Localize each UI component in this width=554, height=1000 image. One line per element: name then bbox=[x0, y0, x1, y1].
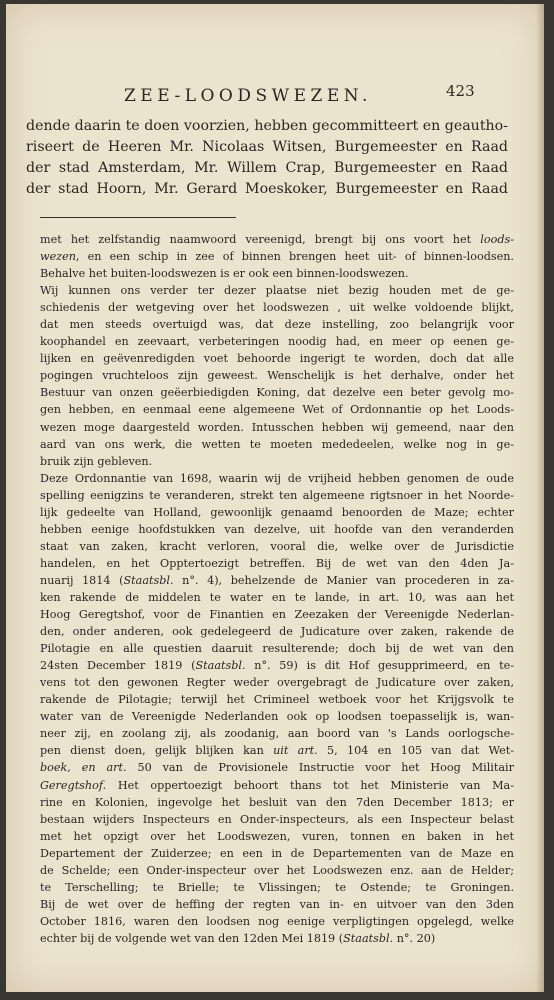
footnote-text: dat men steeds overtuigd was, dat deze instelling, zoo belangrijk voor bbox=[40, 318, 514, 332]
footnote-line bbox=[40, 436, 514, 453]
footnote-text: staat van zaken, kracht verloren, vooral die, welke over de Jurisdictie bbox=[40, 539, 514, 553]
footnote-line bbox=[40, 777, 514, 794]
footnote-italic-text: Geregtshof. bbox=[40, 778, 107, 792]
footnote-line bbox=[40, 862, 514, 879]
footnote-text: echter bij de volgende wet van den 12den Mei 1819 ( bbox=[40, 931, 344, 945]
footnote-text: Pilotagie en alle questien daaruit resulterende; doch bij de wet van den bbox=[40, 642, 514, 656]
footnote-line bbox=[40, 231, 514, 248]
footnote bbox=[40, 231, 514, 947]
footnote-text: de Schelde; een Onder-inspecteur over het Loodswezen enz. aan de Helder; bbox=[40, 863, 514, 877]
footnote-text: nuarij 1814 ( bbox=[40, 573, 124, 587]
footnote-text: 5, 104 en 105 van dat Wet- bbox=[317, 744, 515, 758]
footnote-line bbox=[40, 572, 514, 589]
footnote-text: pen dienst doen, gelijk blijken kan bbox=[40, 744, 274, 758]
footnote-line bbox=[40, 879, 514, 896]
footnote-line bbox=[40, 401, 514, 418]
footnote-text: schiedenis der wetgeving over het loodswezen , uit welke voldoende blijkt, bbox=[40, 301, 514, 315]
footnote-line bbox=[40, 794, 514, 811]
footnote-text: 50 van de Provisionele Instructie voor het Hoog Militair bbox=[126, 761, 514, 775]
footnote-line bbox=[40, 538, 514, 555]
footnote-text: Behalve het buiten-loodswezen is er ook een binnen-loodswezen. bbox=[40, 267, 409, 281]
footnote-text: handelen, en het Opptertoezigt betreffen. Bij de wet van den 4den Ja- bbox=[40, 556, 514, 570]
footnote-text: vens tot den gewonen Regter weder overgebragt de Judicature over zaken, bbox=[40, 676, 514, 690]
footnote-italic-text: Staatsbl. bbox=[123, 573, 174, 587]
footnote-line bbox=[40, 896, 514, 913]
footnote-text: bruik zijn gebleven. bbox=[40, 454, 153, 468]
text-line: riseert de Heeren Mr. Nicolaas Witsen, Burgemeester en Raad bbox=[26, 139, 508, 155]
footnote-text: bestaan wijders Inspecteurs en Onder-inspecteurs, als een Inspecteur belast bbox=[40, 812, 514, 826]
footnote-line bbox=[40, 606, 514, 623]
footnote-text: met het zelfstandig naamwoord vereenigd, brengt bij ons voort het bbox=[40, 233, 481, 246]
footnote-text: den, onder anderen, ook gedelegeerd de Judicature over zaken, rakende de bbox=[40, 625, 514, 639]
footnote-text: lijken en geëvenredigden voet behoorde ingerigt te worden, doch dat alle bbox=[40, 352, 514, 366]
footnote-text: koophandel en zeevaart, verbeteringen noodig had, en meer op eenen ge- bbox=[40, 335, 514, 349]
footnote-line bbox=[40, 555, 514, 572]
footnote-line bbox=[40, 299, 514, 316]
page-number: 423 bbox=[446, 82, 475, 100]
footnote-line bbox=[40, 623, 514, 640]
footnote-line bbox=[40, 384, 514, 401]
footnote-line bbox=[40, 930, 514, 947]
footnote-line bbox=[40, 589, 514, 606]
footnote-line bbox=[40, 913, 514, 930]
footnote-text: rakende de Pilotagie; terwijl het Crimineel wetboek voor het Krijgsvolk te bbox=[40, 693, 514, 707]
footnote-text: lijk gedeelte van Holland, gewoonlijk genaamd benoorden de Maze; echter bbox=[40, 505, 514, 519]
footnote-line bbox=[40, 333, 514, 350]
footnote-text: wezen moge daargesteld worden. Intusschen hebben wij gemeend, naar den bbox=[40, 420, 514, 434]
footnote-text: aard van ons werk, die wetten te moeten mededeelen, welke nog in ge- bbox=[40, 437, 514, 451]
footnote-text: spelling eenigzins te veranderen, strekt ten algemeene rigtsnoer in het Noorde- bbox=[40, 488, 514, 502]
footnote-line bbox=[40, 504, 514, 521]
footnote-line bbox=[40, 470, 514, 487]
footnote-text: Departement der Zuiderzee; en een in de Departementen van de Maze en bbox=[40, 846, 514, 860]
footnote-line bbox=[40, 742, 514, 759]
footnote-text: Het oppertoezigt behoort thans tot het Ministerie van Ma- bbox=[106, 778, 514, 792]
footnote-text: 24sten December 1819 ( bbox=[40, 659, 196, 673]
footnote-text: n°. 59) is dit Hof gesupprimeerd, en te- bbox=[245, 659, 514, 673]
footnote-text: Deze Ordonnantie van 1698, waarin wij de vrijheid hebben genomen de oude bbox=[40, 471, 514, 485]
footnote-rule bbox=[40, 217, 236, 218]
footnote-line bbox=[40, 367, 514, 384]
footnote-line bbox=[40, 487, 514, 504]
footnote-italic-text: wezen bbox=[40, 250, 76, 264]
footnote-text: pogingen vruchteloos zijn geweest. Wenschelijk is het derhalve, onder het bbox=[40, 369, 514, 383]
footnote-text: Wij kunnen ons verder ter dezer plaatse niet bezig houden met de ge- bbox=[40, 284, 514, 298]
footnote-line bbox=[40, 811, 514, 828]
footnote-line bbox=[40, 419, 514, 436]
footnote-line bbox=[40, 691, 514, 708]
running-title: ZEE-LOODSWEZEN. bbox=[124, 86, 372, 106]
footnote-text: met het opzigt over het Loodswezen, vuren, tonnen en baken in het bbox=[40, 829, 514, 843]
footnote-text: neer zij, en zoolang zij, als zoodanig, aan boord van 's Lands oorlogsche- bbox=[40, 727, 514, 741]
footnote-line bbox=[40, 725, 514, 742]
footnote-text: October 1816, waren den loodsen nog eenige verpligtingen opgelegd, welke bbox=[40, 914, 514, 928]
text-line: der stad Amsterdam, Mr. Willem Crap, Burgemeester en Raad bbox=[26, 160, 508, 176]
footnote-italic-text: boek, en art. bbox=[40, 761, 127, 775]
footnote-text: rine en Kolonien, ingevolge het besluit van den 7den December 1813; er bbox=[40, 795, 514, 809]
footnote-line bbox=[40, 316, 514, 333]
footnote-line bbox=[40, 708, 514, 725]
footnote-line bbox=[40, 828, 514, 845]
footnote-text: ken rakende de middelen te water en te lande, in art. 10, was aan het bbox=[40, 590, 514, 604]
footnote-text: , en een schip in zee of binnen brengen heet uit- of binnen-loodsen. bbox=[75, 250, 514, 264]
footnote-text: te Terschelling; te Brielle; te Vlissingen; te Ostende; te Groningen. bbox=[40, 880, 514, 894]
footnote-italic-text: Staatsbl. bbox=[343, 931, 394, 945]
footnote-line bbox=[40, 759, 514, 776]
footnote-text: water van de Vereenigde Nederlanden ook op loodsen toepasselijk is, wan- bbox=[40, 710, 514, 724]
footnote-line bbox=[40, 845, 514, 862]
footnote-line bbox=[40, 282, 514, 299]
page-header bbox=[6, 82, 544, 112]
footnote-text: n°. 20) bbox=[393, 931, 436, 945]
footnote-text: hebben eenige hoofdstukken van dezelve, uit hoofde van den veranderden bbox=[40, 522, 514, 536]
footnote-line bbox=[40, 640, 514, 657]
footnote-text: n°. 4), behelzende de Manier van procederen in za- bbox=[173, 573, 514, 587]
text-line: der stad Hoorn, Mr. Gerard Moeskoker, Burgemeester en Raad bbox=[26, 181, 508, 197]
footnote-line bbox=[40, 350, 514, 367]
footnote-line bbox=[40, 674, 514, 691]
footnote-italic-text: Staatsbl. bbox=[195, 659, 246, 673]
footnote-italic-text: uit art. bbox=[273, 744, 318, 758]
footnote-text: Bij de wet over de heffing der regten van in- en uitvoer van den 3den bbox=[40, 897, 514, 911]
footnote-italic-text: loods- bbox=[480, 233, 514, 246]
footnote-text: gen hebben, en eenmaal eene algemeene Wet of Ordonnantie op het Loods- bbox=[40, 403, 514, 417]
footnote-line bbox=[40, 248, 514, 265]
footnote-text: Bestuur van onzen geëerbiedigden Koning, dat dezelve een beter gevolg mo- bbox=[40, 386, 514, 400]
footnote-line bbox=[40, 657, 514, 674]
footnote-line bbox=[40, 521, 514, 538]
main-text bbox=[26, 116, 508, 200]
footnote-line bbox=[40, 265, 514, 282]
book-page bbox=[6, 4, 544, 992]
footnote-line bbox=[40, 453, 514, 470]
text-line: dende daarin te doen voorzien, hebben gecommitteert en geautho- bbox=[26, 118, 508, 134]
footnote-text: Hoog Geregtshof, voor de Finantien en Zeezaken der Vereenigde Nederlan- bbox=[40, 608, 514, 622]
